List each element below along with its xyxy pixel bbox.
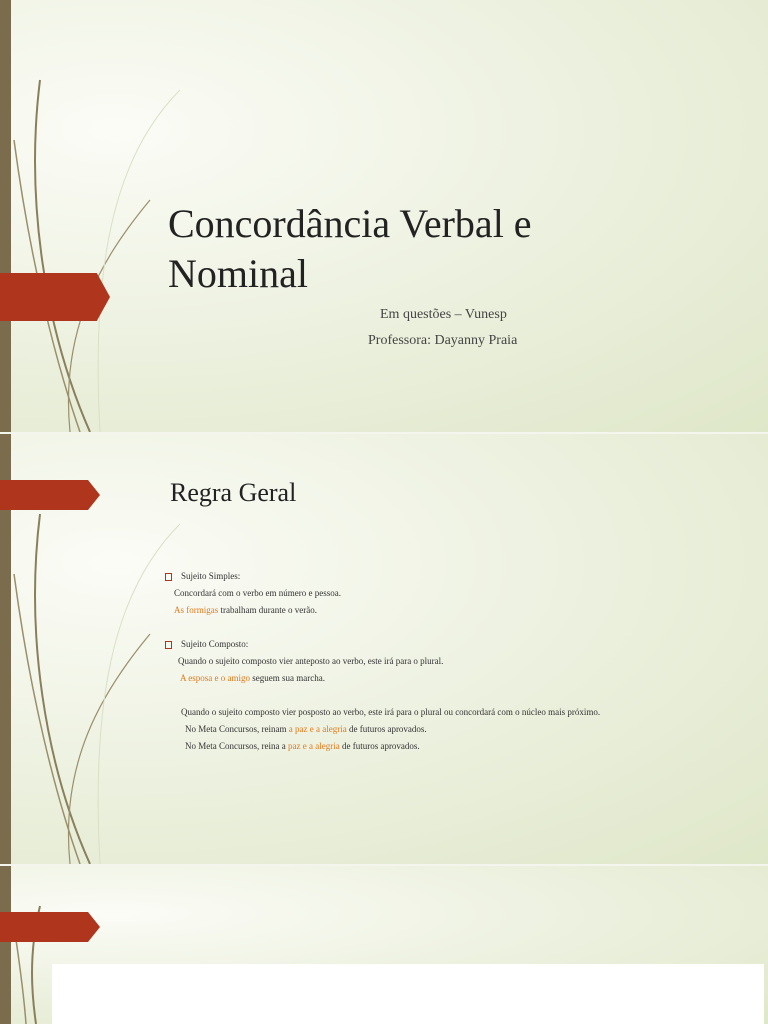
example-rest: trabalham durante o verão. [218,605,317,615]
example-text [165,602,745,619]
subtitle-line: Professora: Dayanny Praia [368,333,518,348]
slide-title: Concordância Verbal e Nominal [168,201,532,296]
highlight-text: paz e a alegria [287,741,340,751]
title-slide [0,0,768,432]
subtitle-block [368,302,517,354]
example-text [165,721,745,738]
example-prefix: No Meta Concursos, reina a [185,741,288,751]
example-suffix: de futuros aprovados. [339,741,420,751]
bullet-item [165,568,745,585]
arrow-tab [0,480,100,510]
bullet-item [165,636,745,653]
subtitle-line: Em questões – Vunesp [380,307,507,322]
content-panel [52,964,764,1024]
bullet-label: Sujeito Composto: [181,639,249,649]
example-prefix: No Meta Concursos, reinam [185,724,289,734]
example-text [165,738,745,755]
arrow-tab [0,912,100,942]
highlight-text: As formigas [174,605,219,615]
bullet-icon [165,573,172,581]
rule-text: Quando o sujeito composto vier posposto ao verbo, este irá para o plural ou concordará com o núcleo mais próximo. [181,707,601,717]
slide-heading: Regra Geral [170,478,297,507]
example-rest: seguem sua marcha. [250,673,325,683]
highlight-text: a paz e a alegria [288,724,347,734]
arrow-tab [0,273,110,321]
content-slide [0,434,768,864]
bullet-label: Sujeito Simples: [181,571,241,581]
slide-body [165,568,745,755]
example-suffix: de futuros aprovados. [346,724,427,734]
highlight-text: A esposa e o amigo [180,673,250,683]
bullet-icon [165,641,172,649]
partial-slide [0,866,768,1024]
example-text [165,670,745,687]
rule-text: Quando o sujeito composto vier anteposto ao verbo, este irá para o plural. [178,656,444,666]
rule-text: Concordará com o verbo em número e pessoa. [174,588,341,598]
